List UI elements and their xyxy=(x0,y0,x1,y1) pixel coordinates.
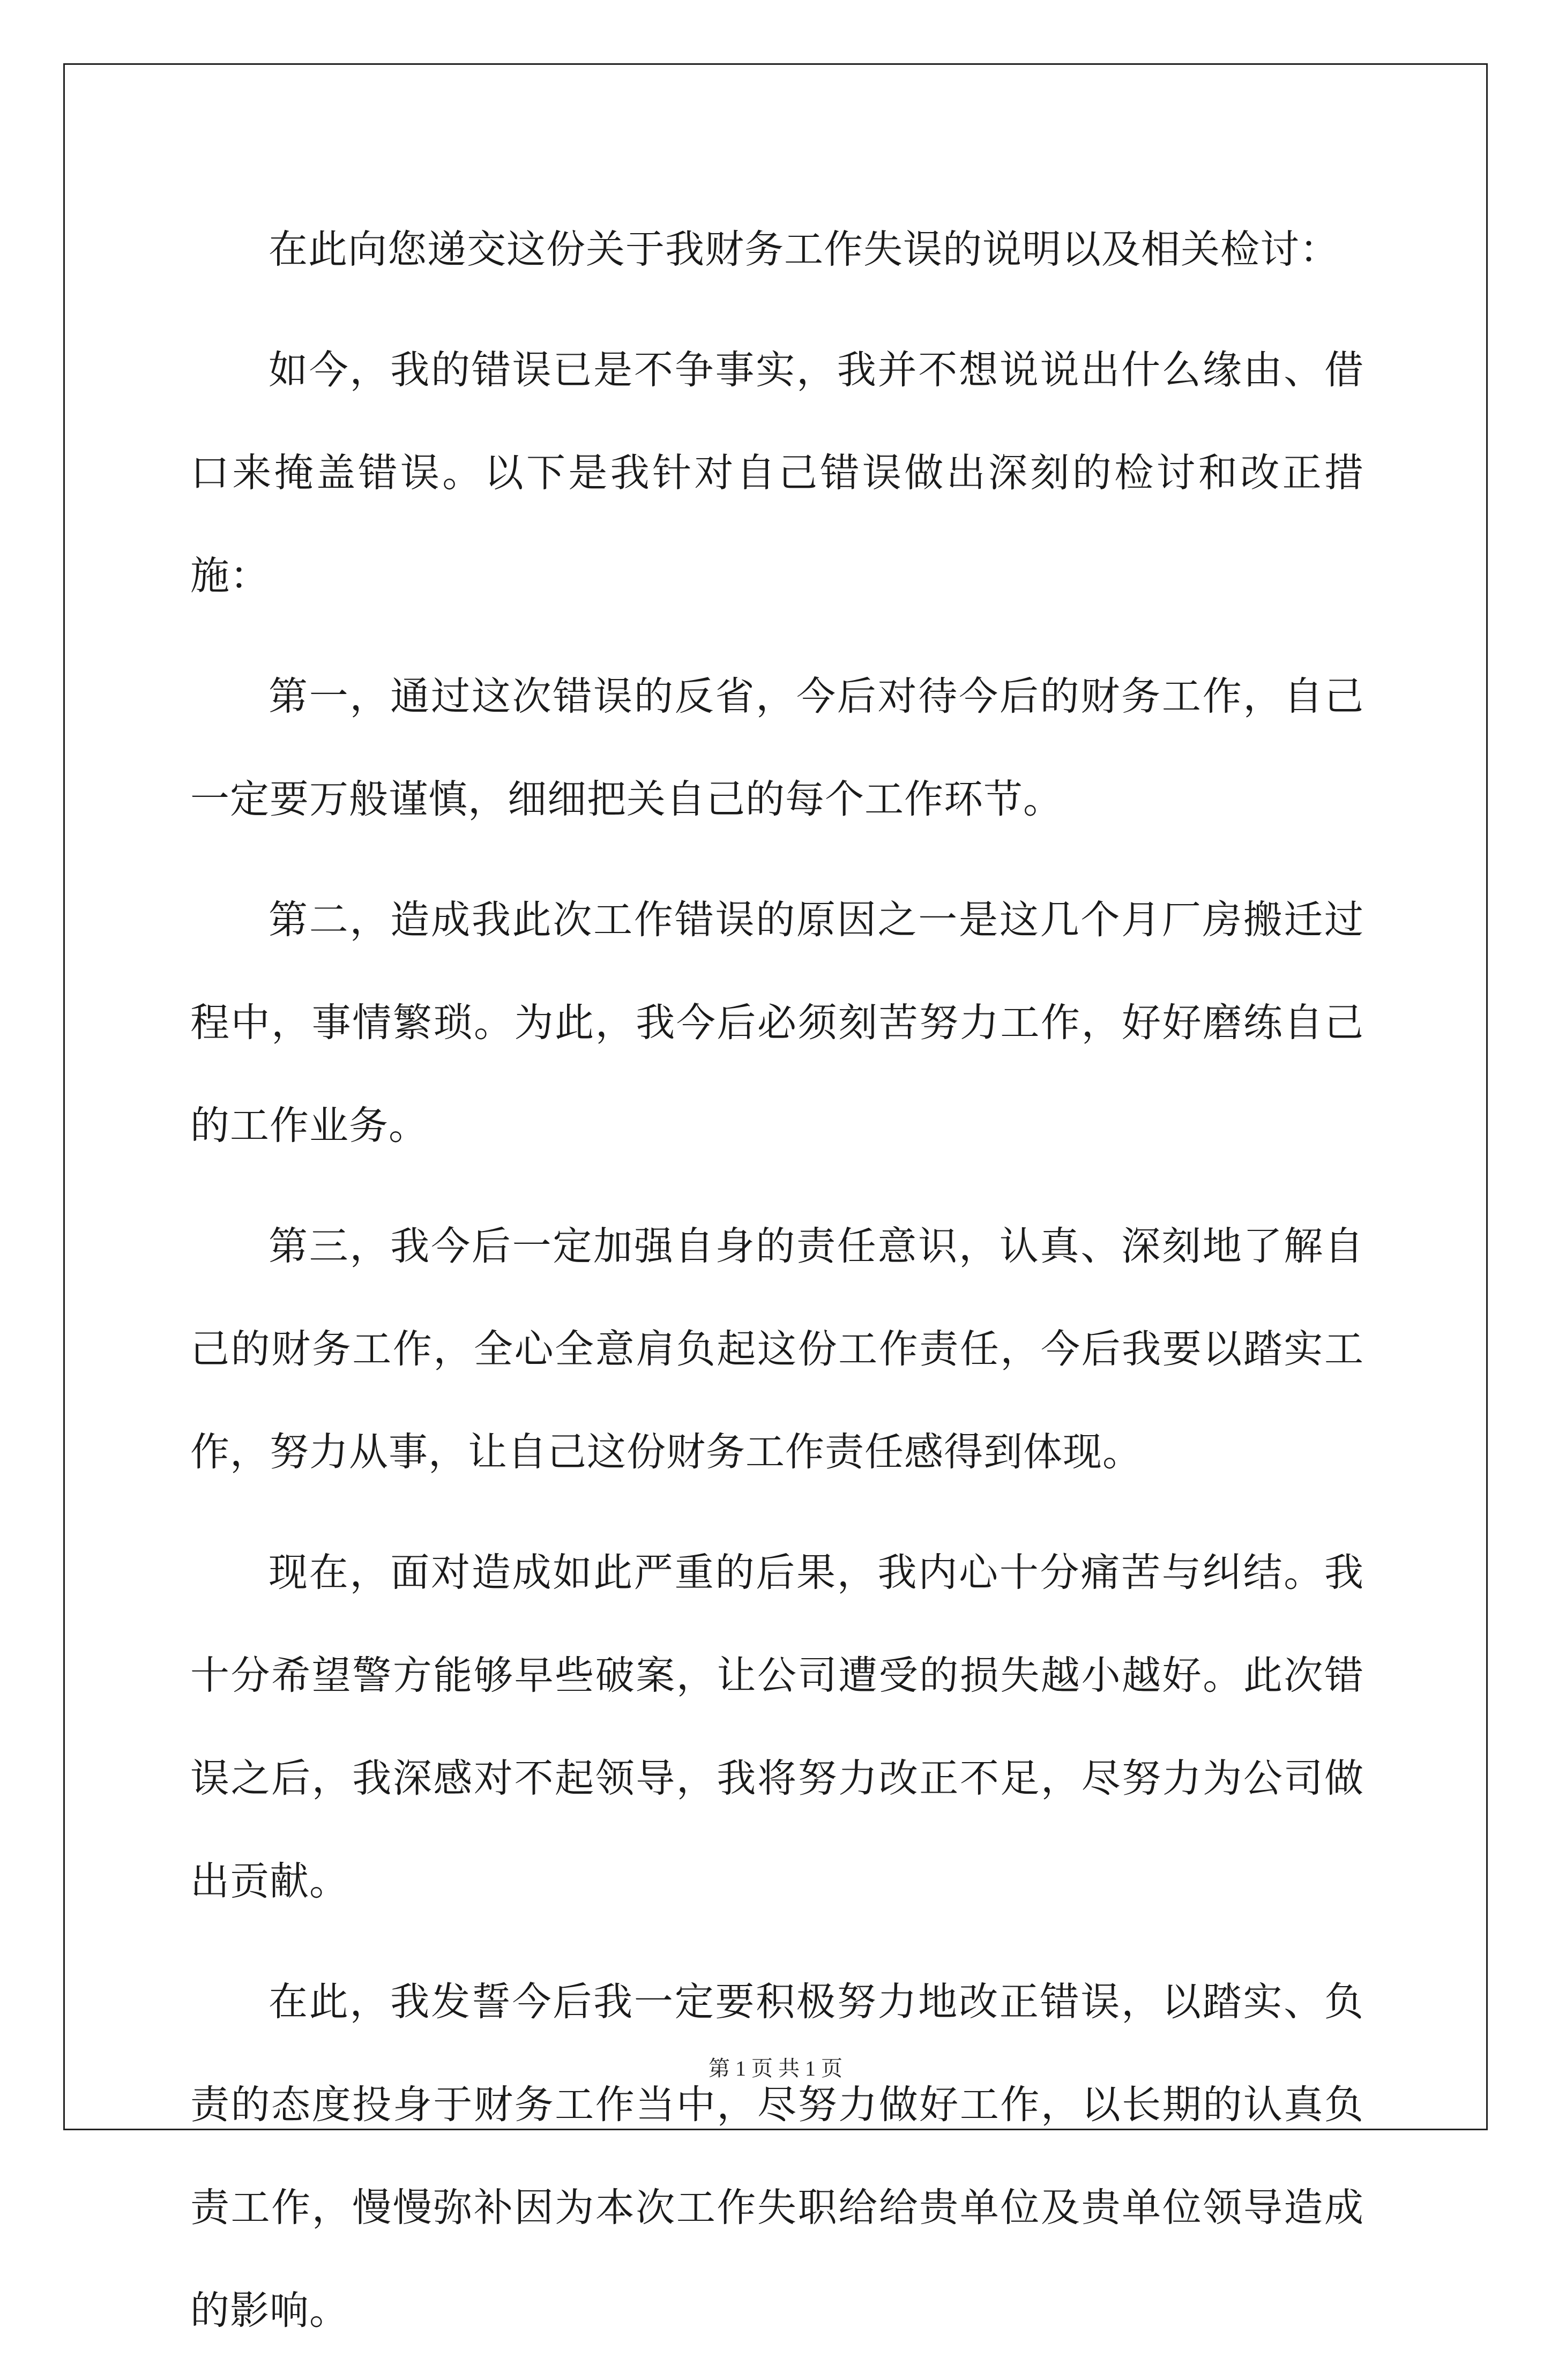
paragraph-acknowledgement: 如今，我的错误已是不争事实，我并不想说说出什么缘由、借口来掩盖错误。以下是我针对自己错误做出深刻的检讨和改正措施： xyxy=(190,347,1364,599)
paragraph-intro: 在此向您递交这份关于我财务工作失误的说明以及相关检讨： xyxy=(269,227,1339,272)
paragraph-third-measure: 第三，我今后一定加强自身的责任意识，认真、深刻地了解自己的财务工作，全心全意肩负起这份工作责任，今后我要以踏实工作，努力从事，让自己这份财务工作责任感得到体现。 xyxy=(190,1223,1364,1475)
paragraph-second-measure: 第二，造成我此次工作错误的原因之一是这几个月厂房搬迁过程中，事情繁琐。为此，我今后必须刻苦努力工作，好好磨练自己的工作业务。 xyxy=(190,897,1364,1148)
page-number-footer: 第 1 页 共 1 页 xyxy=(709,2056,842,2080)
paragraph-reflection: 现在，面对造成如此严重的后果，我内心十分痛苦与纠结。我十分希望警方能够早些破案，让公司遭受的损失越小越好。此次错误之后，我深感对不起领导，我将努力改正不足，尽努力为公司做出贡献。 xyxy=(190,1550,1364,1904)
paragraph-first-measure: 第一，通过这次错误的反省，今后对待今后的财务工作，自己一定要万般谨慎，细细把关自己的每个工作环节。 xyxy=(190,674,1364,822)
document-body xyxy=(190,198,1364,2380)
paragraph-pledge: 在此，我发誓今后我一定要积极努力地改正错误，以踏实、负责的态度投身于财务工作当中，尽努力做好工作，以长期的认真负责工作，慢慢弥补因为本次工作失职给给贵单位及贵单位领导造成的影响。 xyxy=(190,1979,1364,2333)
